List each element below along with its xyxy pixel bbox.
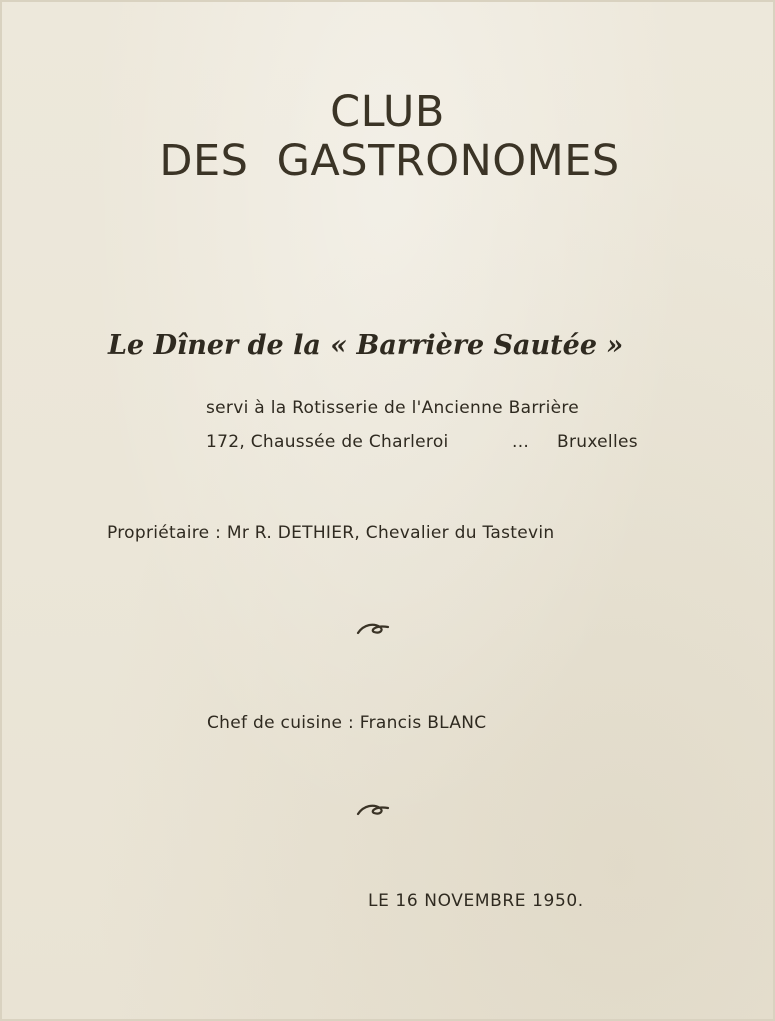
venue-served-line: servi à la Rotisserie de l'Ancienne Barrière bbox=[206, 398, 580, 418]
venue-city: Bruxelles bbox=[557, 432, 638, 452]
flourish-icon bbox=[356, 802, 390, 818]
venue-street: 172, Chaussée de Charleroi bbox=[206, 432, 449, 452]
flourish-icon bbox=[356, 621, 390, 637]
club-title-line2: DES GASTRONOMES bbox=[159, 136, 620, 186]
venue-separator: ... bbox=[512, 432, 530, 452]
club-title-line1: CLUB bbox=[330, 87, 445, 137]
dinner-title: Le Dîner de la « Barrière Sautée » bbox=[108, 330, 624, 361]
chef-line: Chef de cuisine : Francis BLANC bbox=[207, 713, 487, 733]
owner-line: Propriétaire : Mr R. DETHIER, Chevalier du Tastevin bbox=[107, 523, 555, 543]
event-date: LE 16 NOVEMBRE 1950. bbox=[368, 891, 584, 911]
